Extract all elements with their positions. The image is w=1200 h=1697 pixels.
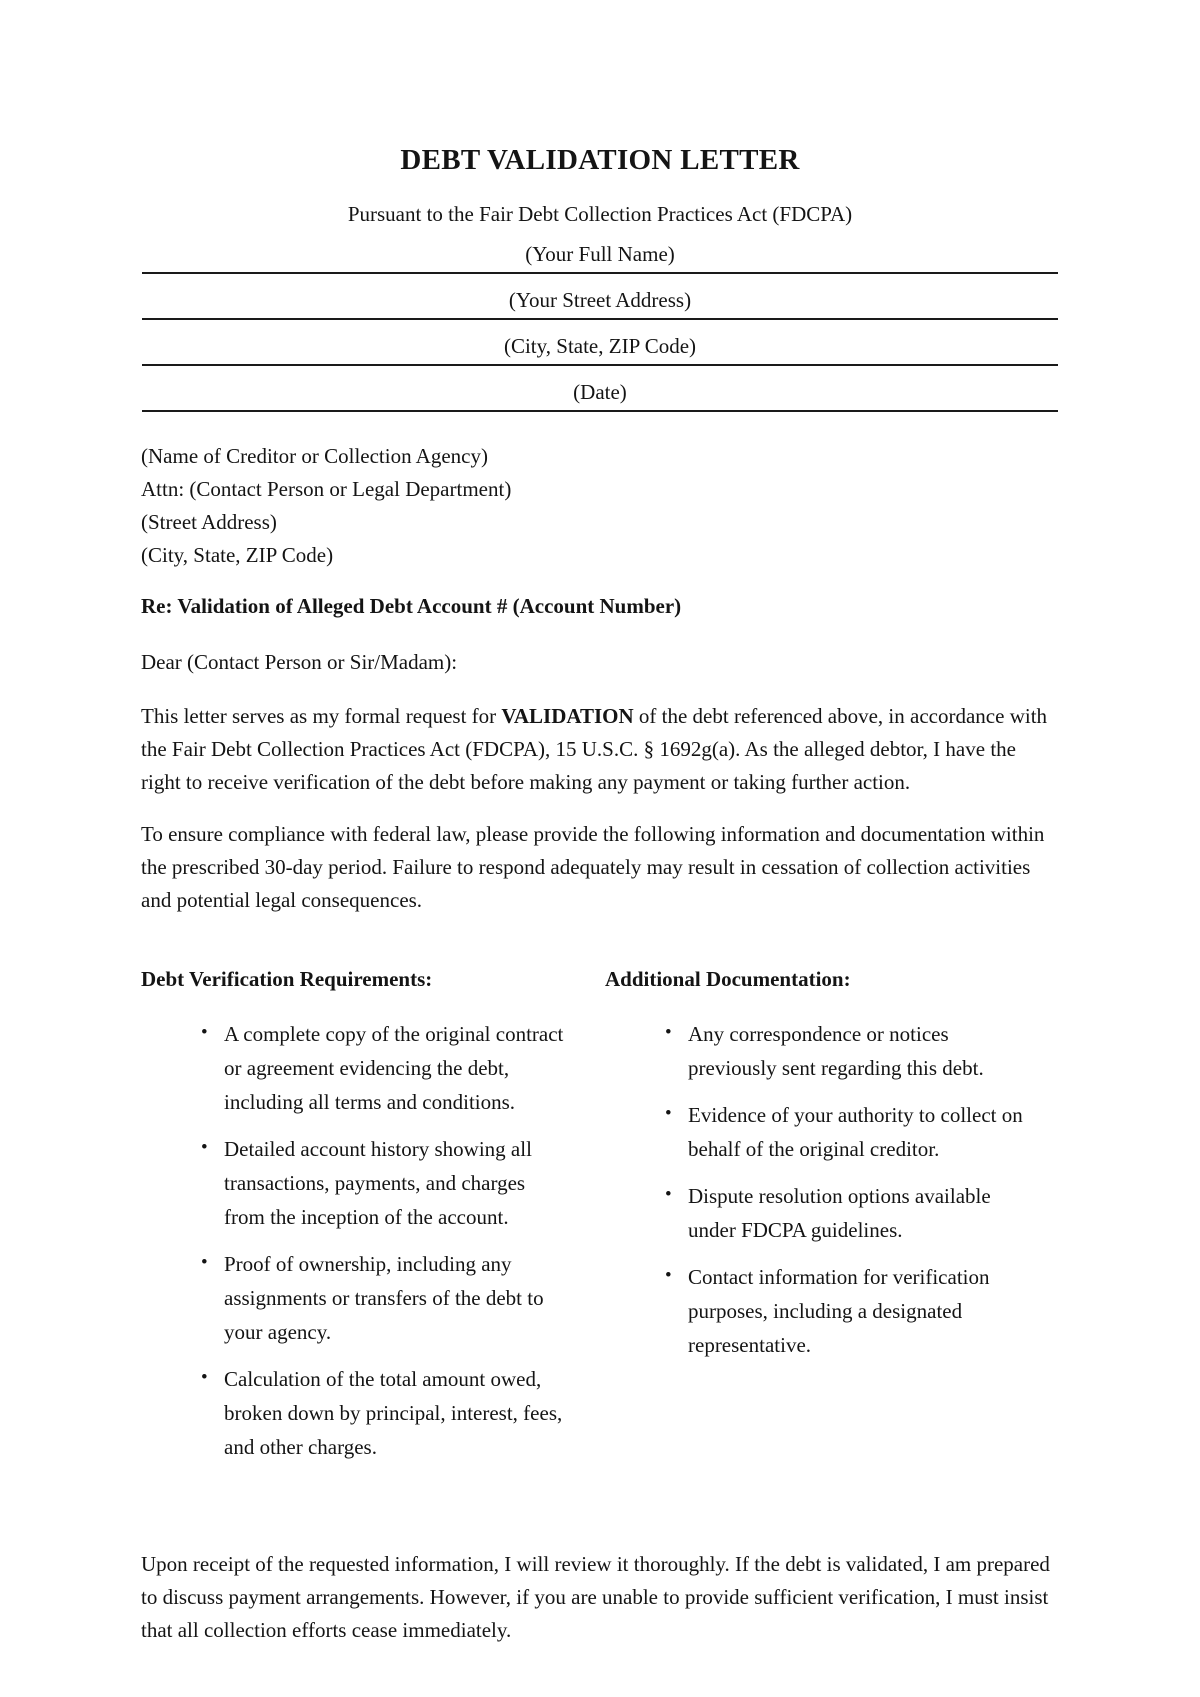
- list-item: [141, 1017, 566, 1119]
- subject-line: Re: Validation of Alleged Debt Account # (Account Number): [141, 594, 682, 618]
- paragraph-closing: Upon receipt of the requested information, I will review it thoroughly. If the debt is validated, I am prepared to discuss payment arrangements. However, if you are unable to provide sufficient verification, I must insist that all collection efforts cease immediately.: [141, 1552, 1050, 1642]
- paragraph-text: of the debt referenced above, in accordance with the Fair Debt Collection Practices Act (FDCPA), 15 U.S.C. § 1692g(a). As the alleged debtor, I have the right to receive verification of the debt before making any payment or taking further action.: [141, 704, 1048, 794]
- validation-emphasis: VALIDATION: [501, 704, 634, 728]
- list-item-text: Dispute resolution options available under FDCPA guidelines.: [688, 1184, 991, 1242]
- field-date: [141, 379, 1059, 412]
- field-your-street-address: [141, 287, 1059, 320]
- bullet-icon: •: [665, 1265, 672, 1286]
- debt-verification-list: [141, 1017, 605, 1464]
- list-item-text: A complete copy of the original contract or agreement evidencing the debt, including all terms and conditions.: [224, 1022, 564, 1114]
- list-item-text: Contact information for verification purposes, including a designated representative.: [688, 1265, 990, 1357]
- bullet-icon: •: [201, 1367, 208, 1388]
- document-subtitle: Pursuant to the Fair Debt Collection Practices Act (FDCPA): [347, 202, 853, 226]
- field-label: (Your Street Address): [508, 288, 692, 312]
- requirements-columns: [141, 963, 1059, 1464]
- fill-in-line: [142, 364, 1058, 366]
- sender-info-fields: [141, 241, 1059, 412]
- list-item-text: Any correspondence or notices previously sent regarding this debt.: [688, 1022, 984, 1080]
- bullet-icon: •: [665, 1022, 672, 1043]
- recipient-line: (Name of Creditor or Collection Agency): [141, 444, 488, 468]
- list-item: [605, 1017, 1042, 1085]
- paragraph-compliance: To ensure compliance with federal law, please provide the following information and documentation within the prescribed 30-day period. Failure to respond adequately may result in cessation of collection activities and potential legal consequences.: [141, 822, 1045, 912]
- bullet-icon: •: [665, 1103, 672, 1124]
- document-title: DEBT VALIDATION LETTER: [400, 144, 800, 176]
- list-item-text: Detailed account history showing all transactions, payments, and charges from the inception of the account.: [224, 1137, 532, 1229]
- field-label: (Your Full Name): [525, 242, 675, 266]
- bullet-icon: •: [201, 1252, 208, 1273]
- fill-in-line: [142, 410, 1058, 412]
- recipient-line: (Street Address): [141, 510, 277, 534]
- recipient-address-block: [141, 440, 1059, 572]
- field-label: (Date): [573, 380, 627, 404]
- list-item: [605, 1260, 1042, 1362]
- column-additional-documentation: [605, 963, 1059, 1464]
- list-item: [141, 1132, 566, 1234]
- fill-in-line: [142, 318, 1058, 320]
- field-your-full-name: [141, 241, 1059, 274]
- bullet-icon: •: [201, 1137, 208, 1158]
- list-item-text: Calculation of the total amount owed, broken down by principal, interest, fees, and other charges.: [224, 1367, 563, 1459]
- field-city-state-zip: [141, 333, 1059, 366]
- column-heading-right: Additional Documentation:: [605, 967, 851, 991]
- salutation: Dear (Contact Person or Sir/Madam):: [141, 650, 458, 674]
- recipient-line: (City, State, ZIP Code): [141, 543, 334, 567]
- additional-documentation-list: [605, 1017, 1059, 1362]
- bullet-icon: •: [665, 1184, 672, 1205]
- recipient-line: Attn: (Contact Person or Legal Department): [141, 477, 512, 501]
- column-debt-verification: [141, 963, 605, 1464]
- paragraph-text: This letter serves as my formal request for: [141, 704, 502, 728]
- field-label: (City, State, ZIP Code): [503, 334, 697, 358]
- list-item: [141, 1362, 566, 1464]
- list-item: [141, 1247, 566, 1349]
- fill-in-line: [142, 272, 1058, 274]
- list-item-text: Proof of ownership, including any assignments or transfers of the debt to your agency.: [224, 1252, 544, 1344]
- paragraph-validation-request: [141, 700, 1059, 799]
- list-item: [605, 1179, 1042, 1247]
- bullet-icon: •: [201, 1022, 208, 1043]
- column-heading-left: Debt Verification Requirements:: [141, 967, 433, 991]
- list-item-text: Evidence of your authority to collect on behalf of the original creditor.: [688, 1103, 1023, 1161]
- list-item: [605, 1098, 1042, 1166]
